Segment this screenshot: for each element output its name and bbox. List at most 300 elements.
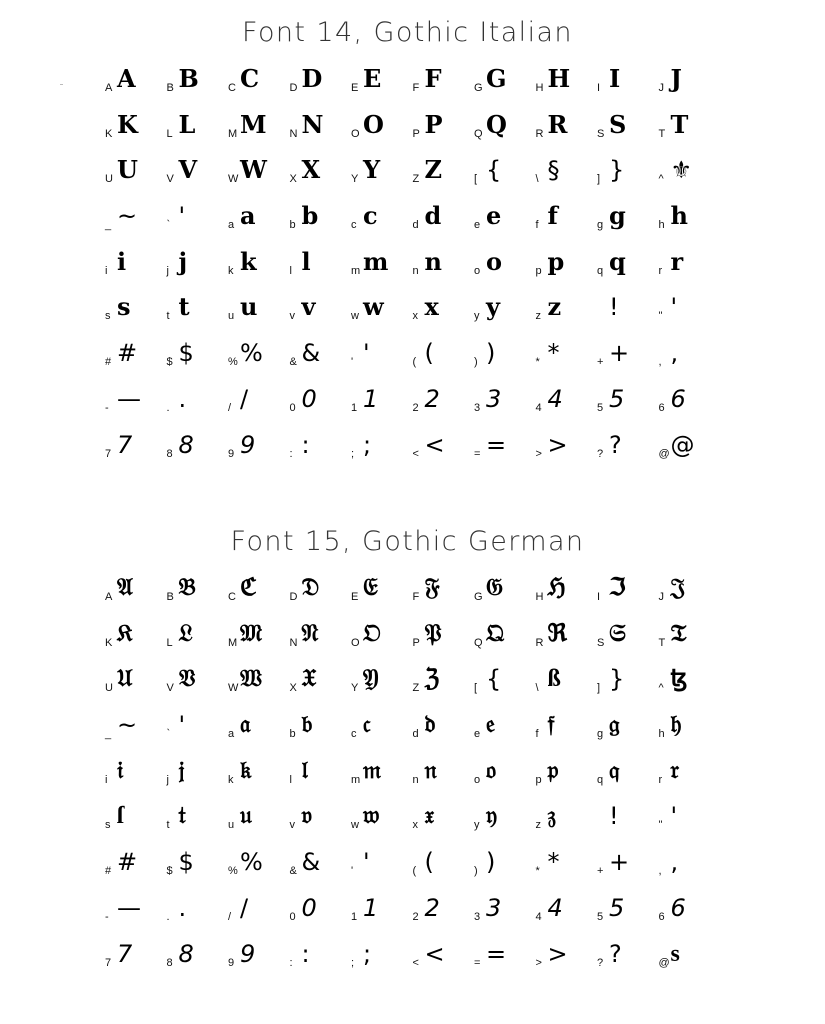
glyph-cell — [474, 657, 535, 703]
glyph-row — [105, 240, 745, 286]
glyph-sample: ? — [609, 430, 622, 459]
glyph-sample: Z — [424, 155, 443, 185]
glyph-sample: 𝔄 — [117, 575, 133, 601]
key-label: ; — [351, 447, 355, 460]
key-label: C — [228, 82, 236, 94]
glyph-cell — [536, 331, 597, 377]
glyph-sample: : — [301, 430, 310, 459]
key-label: u — [228, 310, 235, 323]
glyph-cell — [474, 331, 535, 377]
glyph-sample: p — [547, 246, 565, 276]
glyph-sample: 𝔟 — [301, 712, 313, 739]
glyph-sample: — — [117, 893, 141, 922]
glyph-cell — [536, 285, 597, 331]
glyph-sample: 𝔫 — [424, 757, 437, 784]
glyph-sample: ) — [486, 339, 496, 368]
key-label: \ — [535, 173, 539, 186]
key-label: Q — [474, 127, 483, 140]
glyph-sample: I — [609, 64, 621, 93]
glyph-cell — [536, 57, 597, 103]
glyph-sample: # — [117, 339, 138, 368]
key-label: 1 — [351, 401, 358, 414]
glyph-sample: E — [363, 64, 382, 93]
glyph-sample: 𝔔 — [486, 620, 504, 647]
glyph-cell — [351, 194, 412, 240]
glyph-sample: S — [609, 109, 627, 139]
glyph-cell — [659, 331, 720, 377]
glyph-cell — [659, 148, 720, 194]
glyph-cell — [474, 566, 535, 612]
key-label: V — [166, 173, 174, 186]
glyph-sample: X — [301, 155, 321, 185]
key-label: ( — [412, 356, 417, 369]
key-label: % — [228, 865, 238, 878]
glyph-sample: / — [240, 384, 249, 413]
glyph-sample: 𝔓 — [424, 620, 442, 647]
glyph-cell — [290, 612, 351, 658]
glyph-sample: K — [117, 109, 138, 139]
glyph-sample: 7 — [117, 939, 133, 968]
glyph-sample: * — [547, 339, 560, 368]
glyph-cell — [536, 566, 597, 612]
key-label: l — [289, 773, 292, 786]
glyph-sample: = — [486, 939, 507, 968]
key-label: Z — [412, 173, 420, 186]
glyph-cell — [167, 194, 228, 240]
glyph-sample: 5 — [609, 893, 625, 922]
key-label: 7 — [105, 447, 112, 460]
key-label: R — [535, 636, 544, 649]
glyph-cell — [290, 57, 351, 103]
glyph-cell — [413, 194, 474, 240]
glyph-cell — [105, 749, 166, 795]
glyph-cell — [228, 749, 289, 795]
key-label: Y — [351, 682, 359, 695]
glyph-cell — [536, 194, 597, 240]
key-label: " — [658, 819, 663, 832]
glyph-sample: % — [240, 339, 263, 368]
glyph-cell — [536, 612, 597, 658]
glyph-cell — [105, 240, 166, 286]
glyph-cell — [413, 423, 474, 469]
key-label: = — [474, 956, 481, 969]
glyph-cell — [105, 794, 166, 840]
glyph-sample: N — [301, 109, 324, 139]
key-label: E — [351, 591, 359, 603]
key-label: o — [474, 773, 481, 786]
glyph-sample: 𝔛 — [301, 666, 317, 693]
glyph-cell — [597, 148, 658, 194]
key-label: J — [658, 591, 664, 603]
key-label: x — [412, 310, 418, 323]
glyph-sample: a — [240, 201, 256, 231]
glyph-sample: ꜩ — [670, 666, 688, 693]
glyph-sample: 𝔯 — [670, 757, 680, 784]
glyph-cell — [167, 148, 228, 194]
glyph-cell — [290, 794, 351, 840]
key-label: i — [105, 264, 108, 277]
glyph-cell — [474, 240, 535, 286]
glyph-cell — [536, 749, 597, 795]
glyph-cell — [413, 57, 474, 103]
key-label: . — [166, 401, 170, 414]
key-label: m — [351, 773, 361, 786]
glyph-sample: H — [547, 64, 571, 93]
glyph-cell — [105, 285, 166, 331]
key-label: 0 — [289, 910, 296, 923]
key-label: S — [597, 636, 605, 649]
glyph-cell — [597, 57, 658, 103]
glyph-cell — [105, 57, 166, 103]
glyph-sample: T — [670, 109, 689, 139]
glyph-cell — [228, 794, 289, 840]
glyph-sample: ' — [363, 848, 370, 877]
key-label: ` — [166, 728, 171, 741]
glyph-sample: $ — [178, 339, 194, 368]
glyph-sample: ~ — [117, 202, 138, 231]
key-label: U — [105, 682, 113, 695]
glyph-sample: 𝔇 — [301, 575, 320, 601]
key-label: / — [228, 910, 232, 923]
glyph-sample: 𝔢 — [486, 712, 495, 739]
glyph-sample: 9 — [240, 430, 256, 459]
key-label: + — [597, 356, 604, 369]
key-label: D — [289, 591, 298, 603]
key-label: y — [474, 819, 480, 832]
glyph-row — [105, 285, 745, 331]
glyph-cell — [228, 194, 289, 240]
key-label: G — [474, 591, 483, 603]
glyph-sample: 𝔙 — [178, 666, 196, 693]
glyph-cell — [536, 794, 597, 840]
key-label: ' — [351, 356, 354, 369]
glyph-sample: 5 — [609, 384, 625, 413]
glyph-sample: G — [486, 64, 507, 93]
glyph-sample: ? — [609, 939, 622, 968]
glyph-cell — [105, 840, 166, 886]
glyph-cell — [659, 657, 720, 703]
glyph-cell — [351, 703, 412, 749]
glyph-sample: U — [117, 155, 138, 185]
glyph-cell — [105, 566, 166, 612]
glyph-sample: 𝔐 — [240, 620, 263, 647]
glyph-sample: z — [547, 292, 562, 322]
key-label: < — [412, 447, 419, 460]
glyph-cell — [659, 886, 720, 932]
glyph-cell — [105, 148, 166, 194]
glyph-sample: 𝔏 — [178, 620, 193, 647]
key-label: 4 — [535, 401, 542, 414]
glyph-sample: v — [301, 292, 316, 322]
key-label: T — [658, 636, 666, 649]
glyph-sample: r — [670, 246, 684, 276]
glyph-sample: 8 — [178, 939, 194, 968]
glyph-cell — [413, 377, 474, 423]
key-label: W — [228, 682, 239, 695]
glyph-sample: 𝔩 — [301, 757, 308, 784]
glyph-cell — [351, 377, 412, 423]
key-label: F — [412, 591, 420, 603]
glyph-row — [105, 703, 745, 749]
key-label: L — [166, 127, 173, 140]
glyph-sample: ℭ — [240, 575, 257, 601]
glyph-cell — [351, 749, 412, 795]
key-label: Y — [351, 173, 359, 186]
key-label: @ — [658, 956, 670, 969]
key-label: 5 — [597, 401, 604, 414]
glyph-sample: ~ — [117, 711, 138, 740]
glyph-cell — [290, 886, 351, 932]
glyph-sample: 𝔚 — [240, 666, 262, 693]
glyph-cell — [474, 377, 535, 423]
glyph-cell — [351, 331, 412, 377]
key-label: 9 — [228, 956, 235, 969]
glyph-row — [105, 932, 745, 978]
glyph-cell — [351, 932, 412, 978]
glyph-sample: } — [609, 665, 625, 694]
key-label: O — [351, 636, 360, 649]
key-label: & — [289, 356, 297, 369]
key-label: u — [228, 819, 235, 832]
glyph-cell — [228, 566, 289, 612]
glyph-cell — [228, 57, 289, 103]
glyph-sample: x — [424, 292, 439, 322]
key-label: ^ — [658, 173, 664, 186]
glyph-sample: s — [117, 292, 131, 322]
key-label: i — [105, 773, 108, 786]
key-label: r — [658, 264, 663, 277]
glyph-sample: { — [486, 665, 502, 694]
glyph-cell — [474, 148, 535, 194]
glyph-sample: D — [301, 64, 323, 93]
key-label: ? — [597, 956, 604, 969]
key-label: _ — [105, 219, 112, 232]
key-label: $ — [166, 865, 173, 878]
key-label: s — [105, 310, 111, 323]
glyph-sample: o — [486, 246, 503, 276]
glyph-sample: 𝔖 — [609, 620, 626, 647]
glyph-cell — [474, 749, 535, 795]
glyph-sample: J — [670, 64, 682, 93]
glyph-cell — [474, 194, 535, 240]
glyph-cell — [167, 612, 228, 658]
glyph-sample: + — [609, 339, 630, 368]
glyph-sample: > — [547, 430, 568, 459]
glyph-cell — [413, 840, 474, 886]
glyph-cell — [167, 703, 228, 749]
glyph-sample: y — [486, 292, 500, 322]
glyph-sample: ⚜ — [670, 156, 693, 185]
key-label: @ — [658, 447, 670, 460]
glyph-sample: ) — [486, 848, 496, 877]
key-label: 4 — [535, 910, 542, 923]
glyph-cell — [597, 194, 658, 240]
key-label: d — [412, 219, 419, 232]
glyph-sample: 𝔤 — [609, 712, 620, 739]
glyph-cell — [474, 285, 535, 331]
glyph-sample: 3 — [486, 893, 502, 922]
key-label: - — [105, 401, 109, 414]
key-label: N — [289, 636, 298, 649]
glyph-sample: 𝔦 — [117, 757, 124, 784]
glyph-cell — [659, 749, 720, 795]
key-label: p — [535, 264, 542, 277]
glyph-cell — [351, 148, 412, 194]
glyph-row — [105, 840, 745, 886]
glyph-sample: 2 — [424, 893, 440, 922]
glyph-sample: 𝔭 — [547, 757, 559, 784]
glyph-sample: u — [240, 292, 258, 322]
glyph-cell — [290, 423, 351, 469]
glyph-sample: 𝔞 — [240, 712, 251, 739]
glyph-sample: 𝔍 — [670, 575, 686, 601]
glyph-sample: ℌ — [547, 575, 566, 601]
key-label: > — [535, 956, 542, 969]
glyph-sample: $ — [178, 848, 194, 877]
key-label: k — [228, 264, 234, 277]
glyph-sample: 𝔎 — [117, 620, 133, 647]
key-label: 1 — [351, 910, 358, 923]
glyph-cell — [536, 377, 597, 423]
glyph-cell — [351, 423, 412, 469]
glyph-sample: 3 — [486, 384, 502, 413]
glyph-cell — [413, 703, 474, 749]
glyph-sample: { — [486, 156, 502, 185]
glyph-cell — [659, 377, 720, 423]
key-label: j — [166, 773, 169, 786]
glyph-table-italian — [105, 57, 745, 468]
glyph-sample: w — [363, 292, 384, 322]
glyph-cell — [290, 377, 351, 423]
key-label: M — [228, 636, 238, 649]
key-label: Q — [474, 636, 483, 649]
glyph-sample: 𝔥 — [670, 712, 682, 739]
glyph-cell — [167, 657, 228, 703]
glyph-sample: ' — [178, 202, 186, 231]
glyph-cell — [351, 103, 412, 149]
glyph-sample: n — [424, 246, 442, 276]
key-label: ? — [597, 447, 604, 460]
glyph-cell — [536, 886, 597, 932]
key-label: g — [597, 219, 604, 232]
glyph-cell — [413, 794, 474, 840]
glyph-cell — [474, 57, 535, 103]
key-label: h — [658, 728, 665, 741]
key-label: f — [535, 728, 539, 741]
key-label: d — [412, 728, 419, 741]
glyph-sample: ! — [609, 802, 619, 831]
key-label: x — [412, 819, 418, 832]
glyph-sample: k — [240, 246, 257, 276]
key-label: c — [351, 219, 357, 232]
key-label: z — [535, 819, 541, 832]
glyph-sample: 8 — [178, 430, 194, 459]
glyph-sample: e — [486, 201, 502, 231]
key-label: c — [351, 728, 357, 741]
glyph-sample: § — [547, 156, 560, 185]
key-label: I — [597, 591, 601, 603]
glyph-cell — [167, 331, 228, 377]
glyph-cell — [228, 285, 289, 331]
key-label: , — [658, 356, 662, 369]
glyph-sample: ' — [363, 339, 370, 368]
key-label: ` — [166, 219, 171, 232]
glyph-cell — [290, 749, 351, 795]
glyph-sample: @ — [670, 430, 695, 459]
key-label: , — [658, 865, 662, 878]
glyph-row — [105, 148, 745, 194]
glyph-cell — [228, 148, 289, 194]
glyph-cell — [413, 240, 474, 286]
glyph-sample: 𝔱 — [178, 803, 186, 830]
glyph-cell — [167, 886, 228, 932]
glyph-sample: 𝔪 — [363, 757, 382, 784]
key-label: f — [535, 219, 539, 232]
glyph-sample: ſ — [117, 803, 124, 830]
glyph-sample: ; — [363, 430, 372, 459]
key-label: n — [412, 264, 419, 277]
glyph-row — [105, 57, 745, 103]
key-label: # — [105, 356, 112, 369]
glyph-sample: , — [670, 848, 679, 877]
glyph-sample: 𝔳 — [301, 803, 313, 830]
key-label: B — [166, 82, 174, 94]
glyph-cell — [597, 377, 658, 423]
glyph-cell — [351, 840, 412, 886]
glyph-sample: ℑ — [609, 575, 626, 601]
glyph-cell — [474, 840, 535, 886]
glyph-cell — [167, 285, 228, 331]
glyph-sample: i — [117, 246, 127, 276]
glyph-sample: 0 — [301, 384, 317, 413]
glyph-sample: L — [178, 109, 196, 139]
key-label: ] — [597, 173, 601, 186]
key-label: ; — [351, 956, 355, 969]
glyph-cell — [351, 566, 412, 612]
glyph-cell — [536, 840, 597, 886]
glyph-cell — [167, 377, 228, 423]
key-label: Z — [412, 682, 420, 695]
glyph-cell — [597, 566, 658, 612]
glyph-cell — [228, 103, 289, 149]
section-title-italian: Font 14, Gothic Italian — [242, 17, 573, 48]
key-label: a — [228, 728, 235, 741]
key-label: ^ — [658, 682, 664, 695]
key-label: ( — [412, 865, 417, 878]
key-label: K — [105, 636, 113, 649]
key-label: j — [166, 264, 169, 277]
glyph-sample: j — [178, 246, 188, 276]
key-label: ) — [474, 865, 478, 878]
glyph-cell — [474, 886, 535, 932]
glyph-sample: 𝔊 — [486, 575, 504, 601]
glyph-sample: % — [240, 848, 263, 877]
key-label: h — [658, 219, 665, 232]
glyph-sample: 𝔬 — [486, 757, 497, 784]
glyph-sample: 𝔒 — [363, 620, 381, 647]
glyph-cell — [228, 703, 289, 749]
key-label: 3 — [474, 910, 481, 923]
glyph-cell — [289, 840, 354, 886]
glyph-sample: M — [240, 109, 267, 139]
key-label: . — [166, 910, 170, 923]
glyph-sample: 𝔈 — [363, 575, 378, 601]
key-label: " — [658, 310, 663, 323]
key-label: < — [412, 956, 419, 969]
glyph-sample: V — [178, 155, 198, 185]
key-label: E — [351, 82, 359, 94]
glyph-cell — [474, 932, 535, 978]
